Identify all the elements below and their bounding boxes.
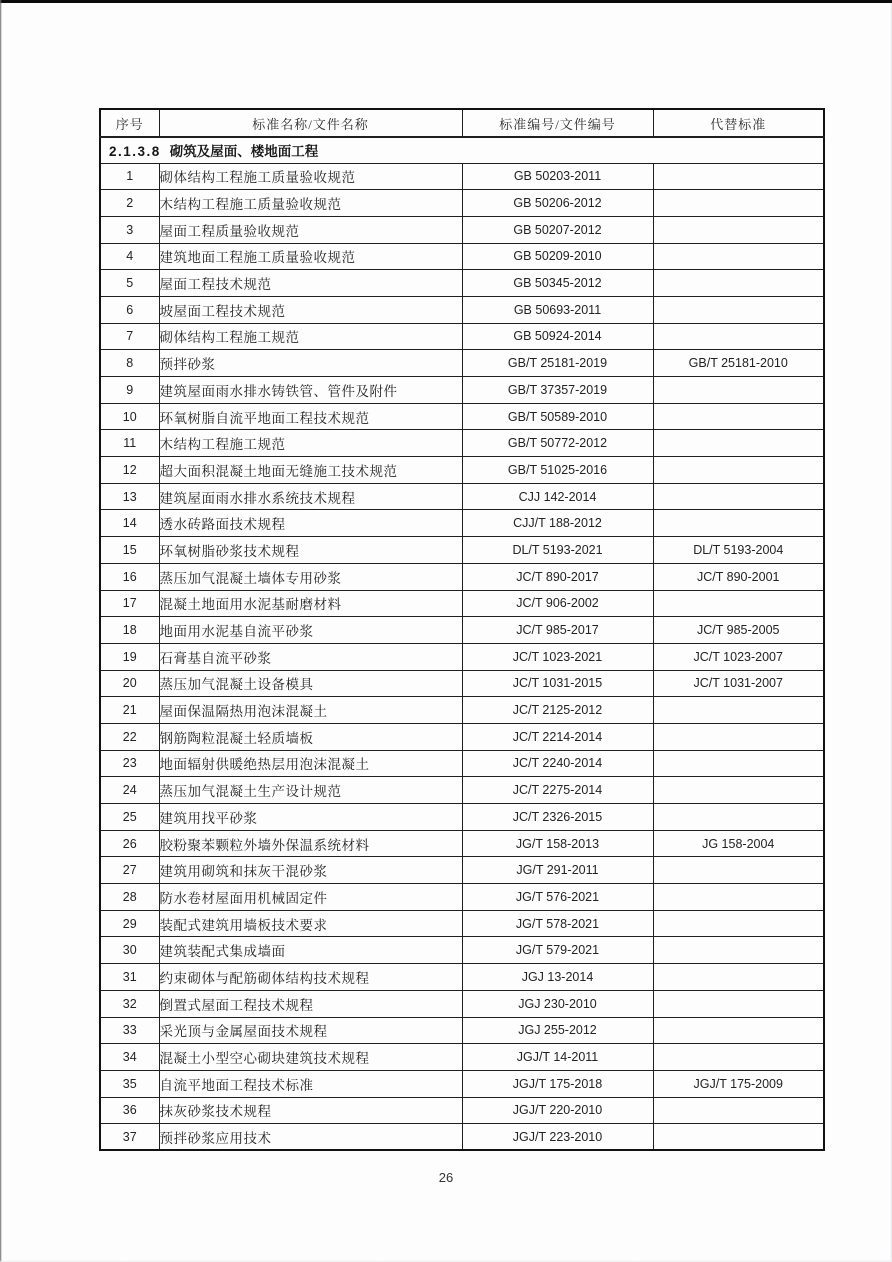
table-row [100, 697, 824, 724]
row-index-cell: 22 [100, 723, 159, 750]
standard-code-cell: JGJ/T 223-2010 [462, 1124, 653, 1151]
standard-code-cell: JGJ/T 14-2011 [462, 1044, 653, 1071]
table-row [100, 830, 824, 857]
row-index-cell: 27 [100, 857, 159, 884]
standard-name-cell: 超大面积混凝土地面无缝施工技术规范 [159, 457, 462, 484]
table-row [100, 1044, 824, 1071]
standard-name-cell: 胶粉聚苯颗粒外墙外保温系统材料 [159, 830, 462, 857]
standard-name-cell: 地面辐射供暖绝热层用泡沫混凝土 [159, 750, 462, 777]
standard-name-cell: 地面用水泥基自流平砂浆 [159, 617, 462, 644]
standard-code-cell: GB 50206-2012 [462, 190, 653, 217]
standard-name-cell: 透水砖路面技术规程 [159, 510, 462, 537]
table-row [100, 1070, 824, 1097]
standard-code-cell: JC/T 1031-2015 [462, 670, 653, 697]
replaced-standard-cell [653, 723, 824, 750]
scan-top-edge [0, 0, 892, 3]
replaced-standard-cell [653, 190, 824, 217]
header-index: 序号 [100, 109, 159, 137]
replaced-standard-cell [653, 377, 824, 404]
standard-name-cell: 环氧树脂砂浆技术规程 [159, 537, 462, 564]
replaced-standard-cell [653, 483, 824, 510]
standard-code-cell: CJJ/T 188-2012 [462, 510, 653, 537]
page-number: 26 [438, 1170, 454, 1185]
standard-name-cell: 建筑用找平砂浆 [159, 804, 462, 831]
section-header-row [100, 137, 824, 163]
row-index-cell: 4 [100, 243, 159, 270]
table-row [100, 1017, 824, 1044]
standard-name-cell: 蒸压加气混凝土生产设计规范 [159, 777, 462, 804]
header-replaced-standard: 代替标准 [653, 109, 824, 137]
standard-code-cell: JGJ/T 220-2010 [462, 1097, 653, 1124]
table-header-row [100, 109, 824, 137]
table-row [100, 643, 824, 670]
row-index-cell: 20 [100, 670, 159, 697]
standard-name-cell: 装配式建筑用墙板技术要求 [159, 910, 462, 937]
row-index-cell: 16 [100, 563, 159, 590]
row-index-cell: 25 [100, 804, 159, 831]
row-index-cell: 17 [100, 590, 159, 617]
table-row [100, 723, 824, 750]
table-row [100, 537, 824, 564]
table-row [100, 804, 824, 831]
standard-code-cell: JGJ/T 175-2018 [462, 1070, 653, 1097]
replaced-standard-cell [653, 296, 824, 323]
row-index-cell: 14 [100, 510, 159, 537]
row-index-cell: 31 [100, 964, 159, 991]
standard-code-cell: JC/T 2326-2015 [462, 804, 653, 831]
table-row [100, 163, 824, 190]
standard-name-cell: 木结构工程施工规范 [159, 430, 462, 457]
standard-code-cell: GB/T 50589-2010 [462, 403, 653, 430]
standard-code-cell: JGJ 13-2014 [462, 964, 653, 991]
replaced-standard-cell [653, 403, 824, 430]
standard-name-cell: 建筑屋面雨水排水铸铁管、管件及附件 [159, 377, 462, 404]
standard-name-cell: 自流平地面工程技术标准 [159, 1070, 462, 1097]
table-row [100, 270, 824, 297]
replaced-standard-cell [653, 1097, 824, 1124]
row-index-cell: 35 [100, 1070, 159, 1097]
table-row [100, 483, 824, 510]
standard-code-cell: GB/T 37357-2019 [462, 377, 653, 404]
standard-name-cell: 木结构工程施工质量验收规范 [159, 190, 462, 217]
table-row [100, 1097, 824, 1124]
standard-name-cell: 混凝土地面用水泥基耐磨材料 [159, 590, 462, 617]
standard-name-cell: 砌体结构工程施工规范 [159, 323, 462, 350]
standard-name-cell: 蒸压加气混凝土墙体专用砂浆 [159, 563, 462, 590]
table-row [100, 457, 824, 484]
row-index-cell: 30 [100, 937, 159, 964]
header-standard-code: 标准编号/文件编号 [462, 109, 653, 137]
row-index-cell: 15 [100, 537, 159, 564]
scan-left-edge [0, 0, 2, 1262]
standard-name-cell: 倒置式屋面工程技术规程 [159, 990, 462, 1017]
replaced-standard-cell: JGJ/T 175-2009 [653, 1070, 824, 1097]
table-row [100, 243, 824, 270]
standard-code-cell: GB 50209-2010 [462, 243, 653, 270]
replaced-standard-cell: JG 158-2004 [653, 830, 824, 857]
table-row [100, 1124, 824, 1151]
standards-table-container [99, 108, 825, 1151]
replaced-standard-cell [653, 804, 824, 831]
replaced-standard-cell: JC/T 985-2005 [653, 617, 824, 644]
standard-name-cell: 石膏基自流平砂浆 [159, 643, 462, 670]
row-index-cell: 21 [100, 697, 159, 724]
replaced-standard-cell [653, 1124, 824, 1151]
table-row [100, 323, 824, 350]
standard-code-cell: GB/T 50772-2012 [462, 430, 653, 457]
row-index-cell: 28 [100, 884, 159, 911]
replaced-standard-cell [653, 510, 824, 537]
table-row [100, 510, 824, 537]
table-row [100, 216, 824, 243]
table-row [100, 777, 824, 804]
standard-code-cell: JG/T 291-2011 [462, 857, 653, 884]
standard-code-cell: JC/T 1023-2021 [462, 643, 653, 670]
replaced-standard-cell [653, 884, 824, 911]
row-index-cell: 6 [100, 296, 159, 323]
standard-code-cell: JC/T 2125-2012 [462, 697, 653, 724]
table-row [100, 964, 824, 991]
standard-name-cell: 钢筋陶粒混凝土轻质墙板 [159, 723, 462, 750]
standard-code-cell: JC/T 2214-2014 [462, 723, 653, 750]
standards-rows [100, 163, 824, 1150]
standard-name-cell: 建筑用砌筑和抹灰干混砂浆 [159, 857, 462, 884]
row-index-cell: 8 [100, 350, 159, 377]
standard-code-cell: JGJ 255-2012 [462, 1017, 653, 1044]
table-row [100, 617, 824, 644]
standard-name-cell: 混凝土小型空心砌块建筑技术规程 [159, 1044, 462, 1071]
table-row [100, 563, 824, 590]
row-index-cell: 34 [100, 1044, 159, 1071]
table-row [100, 670, 824, 697]
row-index-cell: 3 [100, 216, 159, 243]
row-index-cell: 9 [100, 377, 159, 404]
standard-name-cell: 屋面保温隔热用泡沫混凝土 [159, 697, 462, 724]
standard-code-cell: JG/T 578-2021 [462, 910, 653, 937]
replaced-standard-cell [653, 1044, 824, 1071]
standard-name-cell: 建筑地面工程施工质量验收规范 [159, 243, 462, 270]
standard-code-cell: CJJ 142-2014 [462, 483, 653, 510]
replaced-standard-cell [653, 937, 824, 964]
row-index-cell: 32 [100, 990, 159, 1017]
row-index-cell: 11 [100, 430, 159, 457]
table-row [100, 750, 824, 777]
row-index-cell: 1 [100, 163, 159, 190]
replaced-standard-cell [653, 430, 824, 457]
row-index-cell: 10 [100, 403, 159, 430]
table-row [100, 590, 824, 617]
standard-code-cell: GB/T 51025-2016 [462, 457, 653, 484]
replaced-standard-cell [653, 590, 824, 617]
table-row [100, 296, 824, 323]
replaced-standard-cell [653, 216, 824, 243]
standard-code-cell: GB 50345-2012 [462, 270, 653, 297]
row-index-cell: 19 [100, 643, 159, 670]
standard-code-cell: GB 50924-2014 [462, 323, 653, 350]
section-number: 2.1.3.8 [109, 144, 161, 160]
replaced-standard-cell [653, 270, 824, 297]
standard-name-cell: 坡屋面工程技术规范 [159, 296, 462, 323]
row-index-cell: 26 [100, 830, 159, 857]
section-title: 砌筑及屋面、楼地面工程 [169, 144, 319, 160]
standard-name-cell: 环氧树脂自流平地面工程技术规范 [159, 403, 462, 430]
section-header-cell [100, 137, 824, 163]
row-index-cell: 23 [100, 750, 159, 777]
standards-table [99, 108, 825, 1151]
row-index-cell: 18 [100, 617, 159, 644]
replaced-standard-cell [653, 697, 824, 724]
standard-name-cell: 防水卷材屋面用机械固定件 [159, 884, 462, 911]
replaced-standard-cell [653, 1017, 824, 1044]
table-row [100, 430, 824, 457]
standard-code-cell: GB 50693-2011 [462, 296, 653, 323]
header-standard-name: 标准名称/文件名称 [159, 109, 462, 137]
replaced-standard-cell [653, 243, 824, 270]
standard-code-cell: GB/T 25181-2019 [462, 350, 653, 377]
row-index-cell: 33 [100, 1017, 159, 1044]
standard-code-cell: JC/T 985-2017 [462, 617, 653, 644]
replaced-standard-cell [653, 750, 824, 777]
replaced-standard-cell: DL/T 5193-2004 [653, 537, 824, 564]
row-index-cell: 12 [100, 457, 159, 484]
standard-name-cell: 屋面工程质量验收规范 [159, 216, 462, 243]
table-row [100, 190, 824, 217]
row-index-cell: 13 [100, 483, 159, 510]
replaced-standard-cell [653, 857, 824, 884]
standard-name-cell: 约束砌体与配筋砌体结构技术规程 [159, 964, 462, 991]
table-row [100, 910, 824, 937]
table-row [100, 884, 824, 911]
table-row [100, 857, 824, 884]
row-index-cell: 24 [100, 777, 159, 804]
replaced-standard-cell: JC/T 890-2001 [653, 563, 824, 590]
replaced-standard-cell [653, 457, 824, 484]
standard-code-cell: DL/T 5193-2021 [462, 537, 653, 564]
row-index-cell: 36 [100, 1097, 159, 1124]
standard-code-cell: JG/T 158-2013 [462, 830, 653, 857]
standard-name-cell: 屋面工程技术规范 [159, 270, 462, 297]
table-row [100, 350, 824, 377]
standard-name-cell: 抹灰砂浆技术规程 [159, 1097, 462, 1124]
standard-name-cell: 采光顶与金属屋面技术规程 [159, 1017, 462, 1044]
table-row [100, 403, 824, 430]
replaced-standard-cell [653, 964, 824, 991]
row-index-cell: 37 [100, 1124, 159, 1151]
replaced-standard-cell: GB/T 25181-2010 [653, 350, 824, 377]
standard-name-cell: 预拌砂浆应用技术 [159, 1124, 462, 1151]
standard-name-cell: 建筑装配式集成墙面 [159, 937, 462, 964]
table-row [100, 990, 824, 1017]
standard-code-cell: JC/T 2240-2014 [462, 750, 653, 777]
row-index-cell: 2 [100, 190, 159, 217]
table-row [100, 377, 824, 404]
standard-code-cell: GB 50203-2011 [462, 163, 653, 190]
standard-code-cell: GB 50207-2012 [462, 216, 653, 243]
replaced-standard-cell [653, 323, 824, 350]
standard-name-cell: 砌体结构工程施工质量验收规范 [159, 163, 462, 190]
replaced-standard-cell [653, 777, 824, 804]
standard-code-cell: JC/T 906-2002 [462, 590, 653, 617]
standard-code-cell: JC/T 2275-2014 [462, 777, 653, 804]
replaced-standard-cell [653, 910, 824, 937]
replaced-standard-cell: JC/T 1031-2007 [653, 670, 824, 697]
row-index-cell: 7 [100, 323, 159, 350]
standard-name-cell: 建筑屋面雨水排水系统技术规程 [159, 483, 462, 510]
standard-code-cell: JG/T 579-2021 [462, 937, 653, 964]
standard-code-cell: JG/T 576-2021 [462, 884, 653, 911]
standard-code-cell: JGJ 230-2010 [462, 990, 653, 1017]
replaced-standard-cell [653, 163, 824, 190]
standard-name-cell: 预拌砂浆 [159, 350, 462, 377]
table-row [100, 937, 824, 964]
replaced-standard-cell [653, 990, 824, 1017]
row-index-cell: 29 [100, 910, 159, 937]
replaced-standard-cell: JC/T 1023-2007 [653, 643, 824, 670]
row-index-cell: 5 [100, 270, 159, 297]
standard-code-cell: JC/T 890-2017 [462, 563, 653, 590]
standard-name-cell: 蒸压加气混凝土设备模具 [159, 670, 462, 697]
